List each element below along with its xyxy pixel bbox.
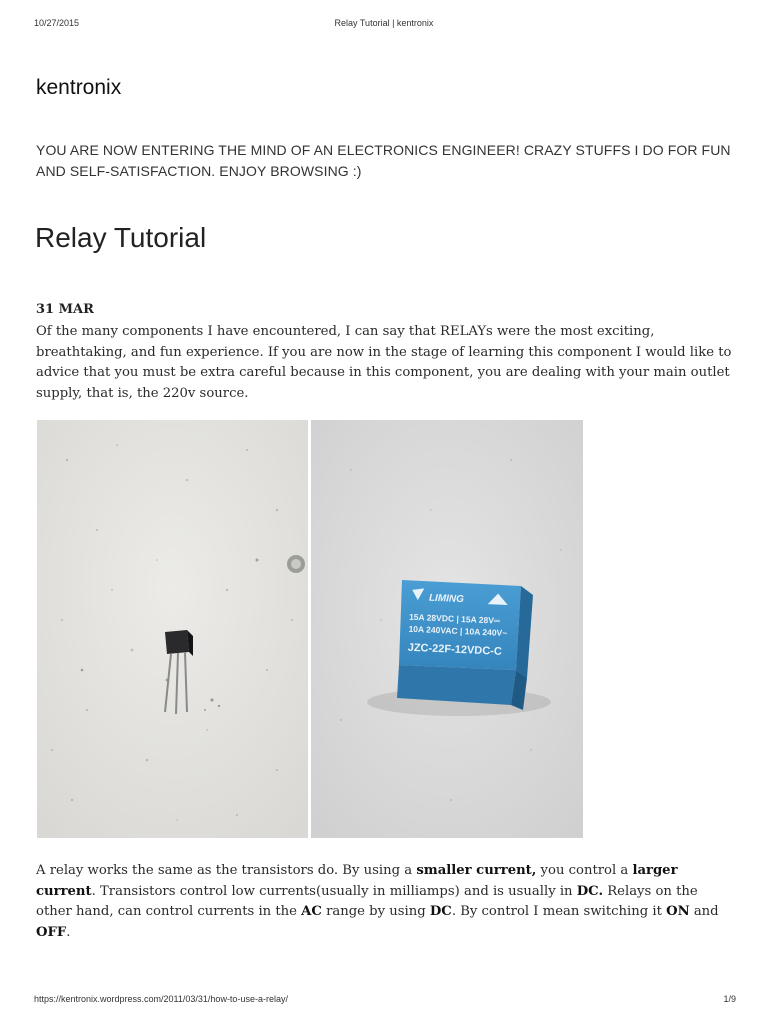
site-description: YOU ARE NOW ENTERING THE MIND OF AN ELECTRONICS ENGINEER! CRAZY STUFFS I DO FOR FUN AND SELF-SATISFACTION. ENJOY BROWSING :) (36, 142, 731, 179)
transistor-photo (37, 420, 308, 838)
relay-rating-line-1: 15A 28VDC | 15A 28V═ (408, 611, 501, 626)
post-intro-paragraph: Of the many components I have encountered, I can say that RELAYs were the most exciting, breathtaking, and fun experience. If you are now in the stage of learning this component I would like to advice that you must be extra careful because in this component, you are dealing with your main outlet supply, that is, the 220v source. (36, 324, 732, 402)
print-url[interactable]: https://kentronix.wordpress.com/2011/03/31/how-to-use-a-relay/ (34, 994, 288, 1004)
print-date: 10/27/2015 (34, 18, 80, 28)
print-page-title: Relay Tutorial | kentronix (334, 18, 434, 28)
print-header (0, 18, 768, 30)
relay-rating-line-2: 10A 240VAC | 10A 240V~ (408, 623, 508, 639)
print-page-number: 1/9 (723, 994, 736, 1004)
post-paragraph-2: A relay works the same as the transistors do. By using a smaller current, you control a larger current. Transistors control low currents(usually in milliamps) and is usually in DC. Relays on the other hand, can control currents in the AC range by using DC. By control I mean switching it ON and OFF. (36, 863, 719, 941)
relay-model: JZC-22F-12VDC-C (407, 641, 503, 658)
relay-photo (311, 420, 583, 838)
post-title[interactable]: Relay Tutorial (35, 222, 207, 253)
site-title[interactable]: kentronix (36, 76, 122, 99)
relay-brand: LIMING (428, 592, 465, 606)
post-date: 31 MAR (36, 302, 94, 317)
print-footer (0, 994, 768, 1006)
